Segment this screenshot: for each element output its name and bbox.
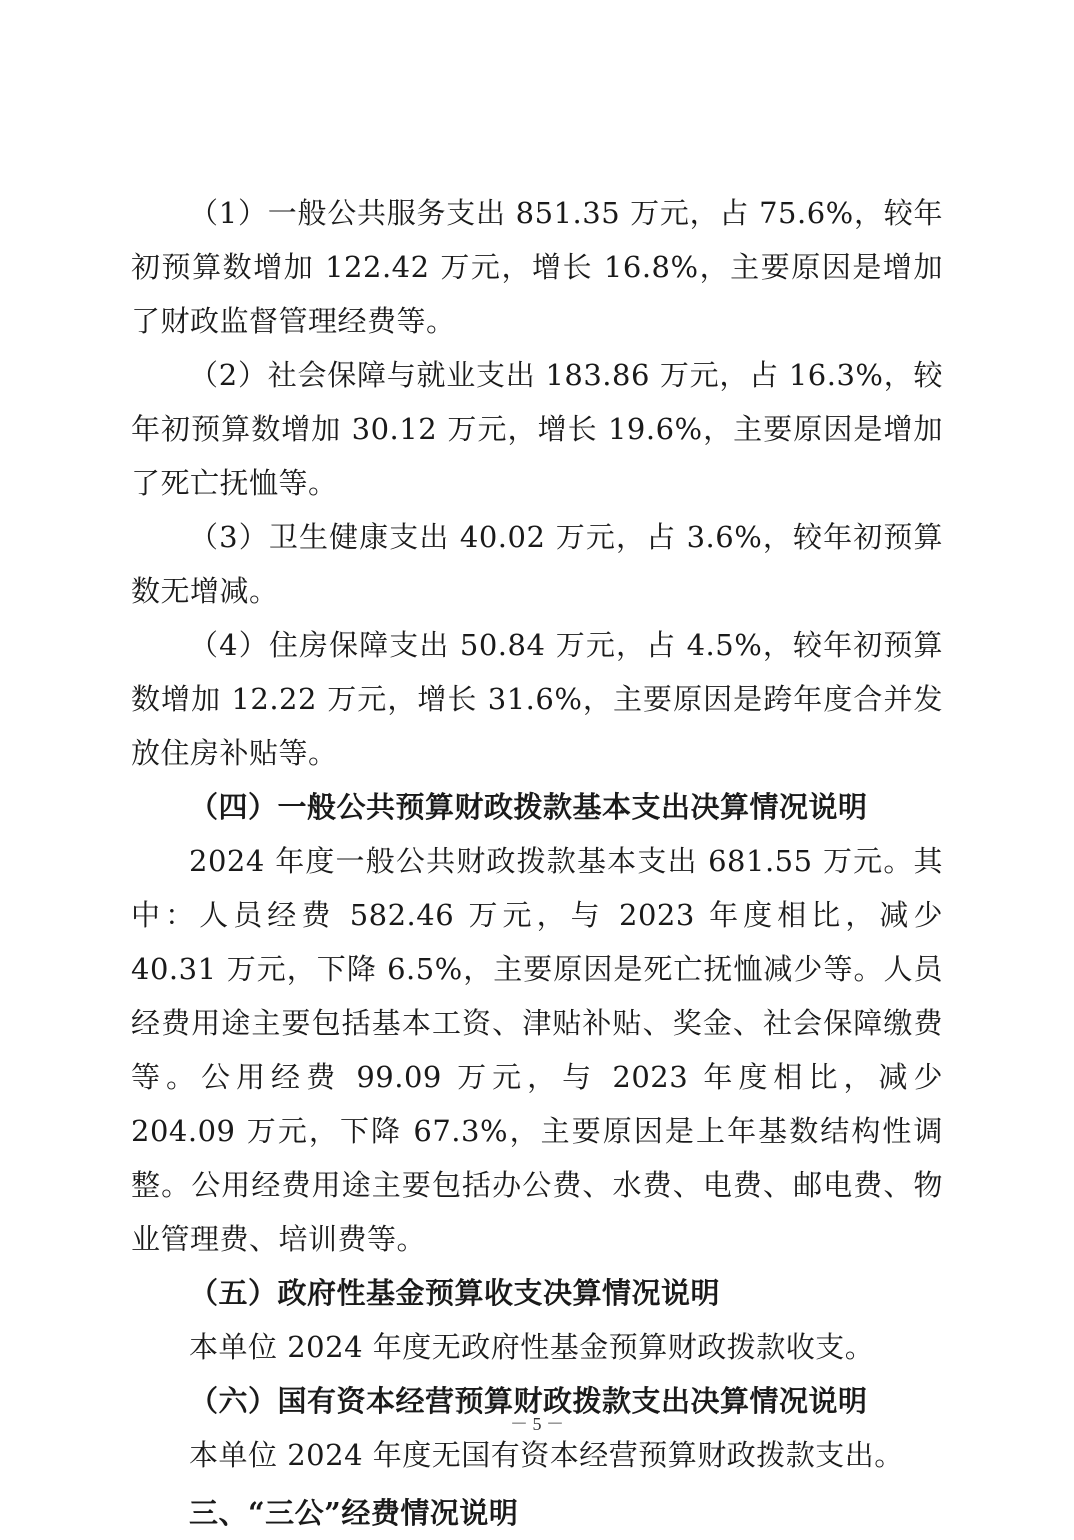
chapter-heading-three-public: 三、“三公”经费情况说明 [189, 1496, 519, 1530]
paragraph-general-public-services: （1）一般公共服务支出 851.35 万元，占 75.6%，较年初预算数增加 122.42 万元，增长 16.8%，主要原因是增加了财政监督管理经费等。 [131, 196, 943, 338]
paragraph-basic-expenditure: 2024 年度一般公共财政拨款基本支出 681.55 万元。其中：人员经费 582.46 万元，与 2023 年度相比，减少 40.31 万元，下降 6.5%，主要原因是死亡抚恤减少等。人员经费用途主要包括基本工资、津贴补贴、奖金、社会保障缴费等。公用经费 99.09 万元，与 2023 年度相比，减少 204.09 万元，下降 67.3%，主要原因是上年基数结构性调整。公用经费用途主要包括办公费、水费、电费、邮电费、物业管理费、培训费等。 [131, 844, 943, 1256]
paragraph-housing: （4）住房保障支出 50.84 万元，占 4.5%，较年初预算数增加 12.22 万元，增长 31.6%，主要原因是跨年度合并发放住房补贴等。 [131, 628, 943, 770]
paragraph-health: （3）卫生健康支出 40.02 万元，占 3.6%，较年初预算数无增减。 [131, 520, 943, 608]
paragraph-state-capital: 本单位 2024 年度无国有资本经营预算财政拨款支出。 [189, 1438, 904, 1472]
paragraph-social-security: （2）社会保障与就业支出 183.86 万元，占 16.3%，较年初预算数增加 30.12 万元，增长 19.6%，主要原因是增加了死亡抚恤等。 [131, 358, 943, 500]
document-body [131, 186, 943, 1540]
paragraph-government-fund: 本单位 2024 年度无政府性基金预算财政拨款收支。 [189, 1330, 875, 1364]
section-heading-basic-expenditure: （四）一般公共预算财政拨款基本支出决算情况说明 [189, 790, 868, 824]
section-heading-state-capital: （六）国有资本经营预算财政拨款支出决算情况说明 [189, 1384, 868, 1418]
section-heading-government-fund: （五）政府性基金预算收支决算情况说明 [189, 1276, 721, 1310]
page-number: － 5 － [510, 1414, 564, 1434]
